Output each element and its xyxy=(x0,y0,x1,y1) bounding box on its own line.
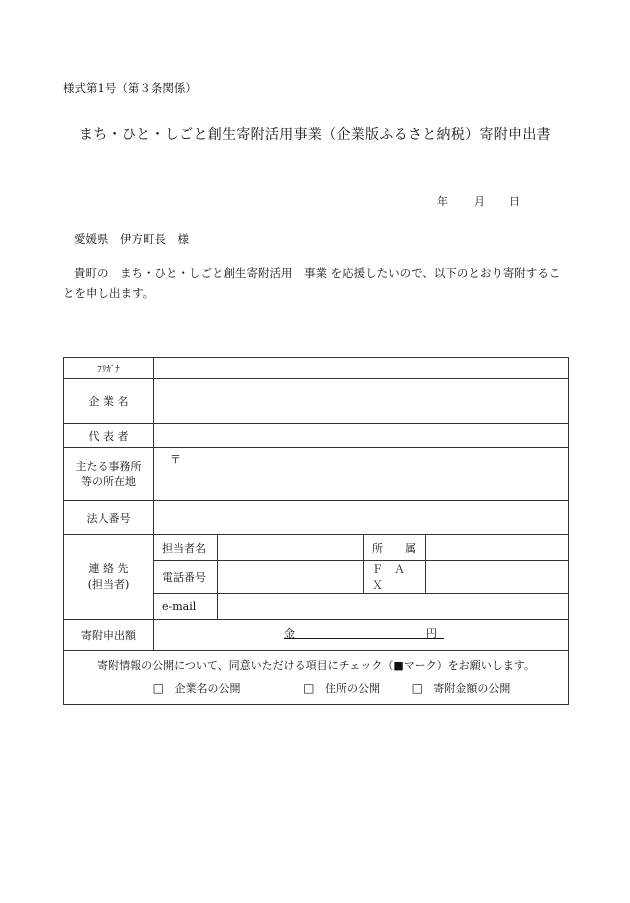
option-company-name[interactable] xyxy=(122,677,272,700)
furigana-label: ﾌﾘｶﾞﾅ xyxy=(64,358,154,379)
fax-label: Ｆ Ａ Ｘ xyxy=(364,561,426,594)
donation-amount-field[interactable] xyxy=(154,620,569,651)
person-in-charge-field[interactable] xyxy=(218,535,364,561)
fax-field[interactable] xyxy=(426,561,569,594)
office-label-line1: 主たる事務所 xyxy=(75,460,142,473)
person-in-charge-label: 担当者名 xyxy=(154,535,218,561)
email-label: e-mail xyxy=(154,594,218,620)
document-title: まち・ひと・しごと創生寄附活用事業（企業版ふるさと納税）寄附申出書 xyxy=(79,127,551,143)
company-name-field[interactable] xyxy=(154,379,569,424)
office-address-field[interactable] xyxy=(154,448,569,501)
row-furigana xyxy=(64,358,569,379)
phone-label: 電話番号 xyxy=(154,561,218,594)
department-field[interactable] xyxy=(426,535,569,561)
email-field[interactable] xyxy=(218,594,569,620)
option-address-label: 住所の公開 xyxy=(325,682,380,695)
amount-underline xyxy=(284,638,444,639)
corporate-number-label: 法人番号 xyxy=(64,501,154,535)
furigana-field[interactable] xyxy=(154,358,569,379)
contact-label-line1: 連 絡 先 xyxy=(88,562,129,575)
company-name-label: 企 業 名 xyxy=(64,379,154,424)
consent-options xyxy=(64,677,568,700)
option-amount[interactable] xyxy=(412,677,511,700)
phone-field[interactable] xyxy=(218,561,364,594)
row-contact-person xyxy=(64,535,569,561)
option-amount-label: 寄附金額の公開 xyxy=(433,682,511,695)
department-label: 所 属 xyxy=(364,535,426,561)
row-corp-number xyxy=(64,501,569,535)
postal-mark: 〒 xyxy=(170,453,181,466)
date-month: 月 xyxy=(474,195,485,208)
representative-label: 代 表 者 xyxy=(64,424,154,448)
option-address[interactable] xyxy=(272,677,412,700)
corporate-number-field[interactable] xyxy=(154,501,569,535)
office-label-line2: 等の所在地 xyxy=(81,475,136,488)
checkbox-icon[interactable]: □ xyxy=(303,681,315,695)
amount-suffix: 円 xyxy=(426,627,437,640)
body-text: 貴町の まち・ひと・しごと創生寄附活用 事業 を応援したいので、以下のとおり寄附することを申し出ます。 xyxy=(63,266,561,300)
date-year: 年 xyxy=(437,195,448,208)
row-amount xyxy=(64,620,569,651)
addressee: 愛媛県 伊方町長 様 xyxy=(74,232,189,246)
row-company xyxy=(64,379,569,424)
office-address-label xyxy=(64,448,154,501)
checkbox-icon[interactable]: □ xyxy=(411,681,423,695)
contact-label xyxy=(64,535,154,620)
application-form-table xyxy=(63,357,569,705)
amount-prefix: 金 xyxy=(284,627,295,640)
date-line xyxy=(437,193,520,209)
date-day: 日 xyxy=(509,195,520,208)
checkbox-icon[interactable]: □ xyxy=(152,681,164,695)
row-consent xyxy=(64,651,569,705)
donation-amount-label: 寄附申出額 xyxy=(64,620,154,651)
option-company-label: 企業名の公開 xyxy=(174,682,241,695)
consent-section xyxy=(64,651,569,705)
consent-text: 寄附情報の公開について、同意いただける項目にチェック（■マーク）をお願いします。 xyxy=(97,659,535,672)
form-number: 様式第1号（第３条関係） xyxy=(63,81,197,95)
contact-label-line2: (担当者) xyxy=(87,578,130,591)
representative-field[interactable] xyxy=(154,424,569,448)
row-office xyxy=(64,448,569,501)
row-representative xyxy=(64,424,569,448)
